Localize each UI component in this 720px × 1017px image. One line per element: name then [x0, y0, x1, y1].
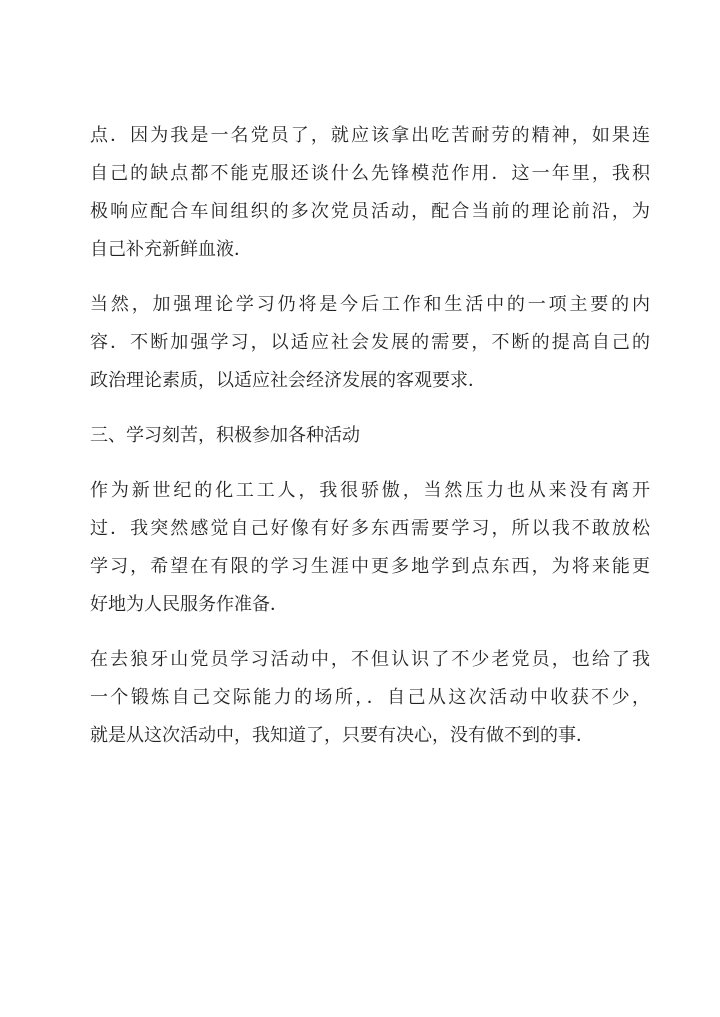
text-line: 在去狼牙山党员学习活动中，不但认识了不少老党员，也给了我 — [90, 649, 650, 670]
paragraph-langya-activity — [90, 650, 650, 746]
section-heading-text: 三、学习刻苦，积极参加各种活动 — [90, 425, 360, 446]
paragraph-chemical-worker — [90, 481, 650, 615]
text-line: 过．我突然感觉自己好像有好多东西需要学习，所以我不敢放松 — [90, 518, 650, 539]
text-line: 作为新世纪的化工工人，我很骄傲，当然压力也从来没有离开 — [90, 480, 650, 501]
text-line: 自己补充新鲜血液． — [90, 239, 252, 260]
text-line: 点．因为我是一名党员了，就应该拿出吃苦耐劳的精神，如果连 — [90, 125, 650, 146]
text-line: 当然，加强理论学习仍将是今后工作和生活中的一项主要的内 — [90, 294, 650, 315]
section-heading — [90, 426, 650, 446]
document-body — [90, 126, 650, 781]
paragraph-theory-study — [90, 295, 650, 391]
text-line: 就是从这次活动中，我知道了，只要有决心，没有做不到的事． — [90, 725, 594, 746]
text-line: 容．不断加强学习，以适应社会发展的需要，不断的提高自己的 — [90, 332, 650, 353]
paragraph-party-member — [90, 126, 650, 260]
text-line: 学习，希望在有限的学习生涯中更多地学到点东西，为将来能更 — [90, 556, 650, 577]
text-line: 极响应配合车间组织的多次党员活动，配合当前的理论前沿，为 — [90, 201, 650, 222]
text-line: 政治理论素质，以适应社会经济发展的客观要求． — [90, 370, 486, 391]
text-line: 一个锻炼自己交际能力的场所，．自己从这次活动中收获不少， — [90, 687, 650, 708]
text-line: 自己的缺点都不能克服还谈什么先锋模范作用．这一年里，我积 — [90, 163, 650, 184]
text-line: 好地为人民服务作准备． — [90, 594, 288, 615]
